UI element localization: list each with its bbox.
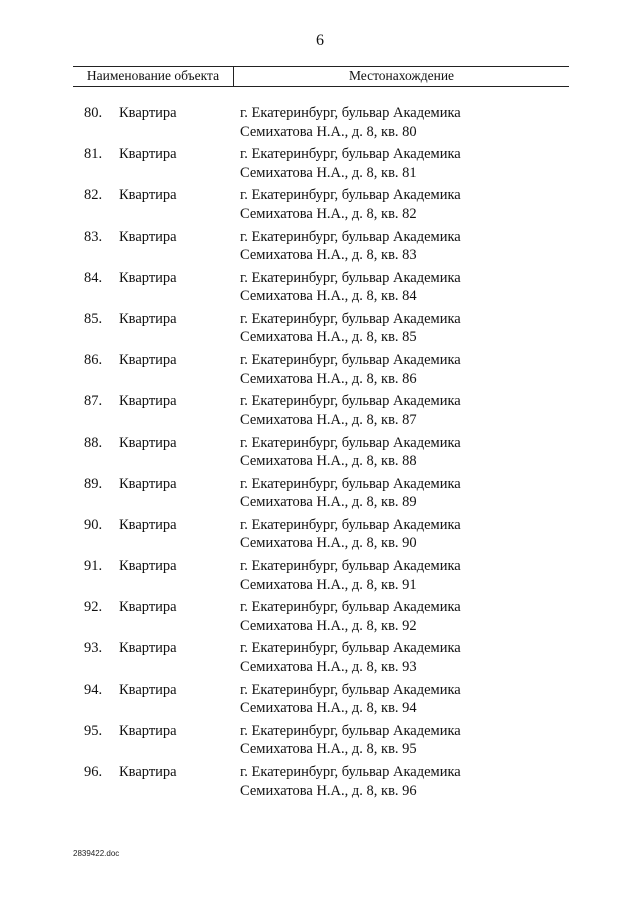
object-address xyxy=(240,351,570,388)
row-number: 92. xyxy=(84,599,103,616)
row-number: 82. xyxy=(84,187,103,204)
address-line-2: Семихатова Н.А., д. 8, кв. 90 xyxy=(240,535,417,552)
row-number: 84. xyxy=(84,269,103,286)
object-address xyxy=(240,269,570,306)
object-address xyxy=(240,434,570,471)
address-line-2: Семихатова Н.А., д. 8, кв. 93 xyxy=(240,658,417,675)
address-line-1: г. Екатеринбург, бульвар Академика xyxy=(240,393,461,410)
row-number: 88. xyxy=(84,434,103,451)
table-header xyxy=(73,66,569,87)
address-line-2: Семихатова Н.А., д. 8, кв. 84 xyxy=(240,288,417,305)
address-line-1: г. Екатеринбург, бульвар Академика xyxy=(240,269,461,286)
object-address xyxy=(240,104,570,141)
row-number: 91. xyxy=(84,558,103,575)
page-number: 6 xyxy=(316,32,324,49)
address-line-2: Семихатова Н.А., д. 8, кв. 96 xyxy=(240,782,417,799)
row-number: 86. xyxy=(84,352,103,369)
address-line-2: Семихатова Н.А., д. 8, кв. 91 xyxy=(240,576,417,593)
table-row xyxy=(0,434,640,475)
table-row xyxy=(0,228,640,269)
table-row xyxy=(0,475,640,516)
table-row xyxy=(0,392,640,433)
address-line-1: г. Екатеринбург, бульвар Академика xyxy=(240,722,461,739)
row-number: 95. xyxy=(84,722,103,739)
object-name: Квартира xyxy=(119,599,177,616)
object-name: Квартира xyxy=(119,722,177,739)
object-address xyxy=(240,516,570,553)
object-name: Квартира xyxy=(119,558,177,575)
object-name: Квартира xyxy=(119,516,177,533)
table-row xyxy=(0,186,640,227)
object-name: Квартира xyxy=(119,310,177,327)
object-address xyxy=(240,681,570,718)
address-line-1: г. Екатеринбург, бульвар Академика xyxy=(240,146,461,163)
address-line-2: Семихатова Н.А., д. 8, кв. 89 xyxy=(240,494,417,511)
object-address xyxy=(240,186,570,223)
document-filename: 2839422.doc xyxy=(73,849,120,858)
object-address xyxy=(240,722,570,759)
table-row xyxy=(0,557,640,598)
address-line-2: Семихатова Н.А., д. 8, кв. 85 xyxy=(240,329,417,346)
row-number: 80. xyxy=(84,105,103,121)
object-name: Квартира xyxy=(119,640,177,657)
address-line-1: г. Екатеринбург, бульвар Академика xyxy=(240,310,461,327)
row-number: 96. xyxy=(84,764,103,780)
address-line-2: Семихатова Н.А., д. 8, кв. 80 xyxy=(240,123,417,140)
table-body xyxy=(0,104,640,804)
address-line-2: Семихатова Н.А., д. 8, кв. 94 xyxy=(240,700,417,717)
table-row xyxy=(0,516,640,557)
object-name: Квартира xyxy=(119,434,177,451)
object-address xyxy=(240,598,570,635)
address-line-1: г. Екатеринбург, бульвар Академика xyxy=(240,475,461,492)
address-line-2: Семихатова Н.А., д. 8, кв. 92 xyxy=(240,617,417,634)
object-name: Квартира xyxy=(119,269,177,286)
address-line-1: г. Екатеринбург, бульвар Академика xyxy=(240,187,461,204)
object-address xyxy=(240,557,570,594)
object-name: Квартира xyxy=(119,105,177,121)
row-number: 90. xyxy=(84,516,103,533)
address-line-1: г. Екатеринбург, бульвар Академика xyxy=(240,681,461,698)
address-line-2: Семихатова Н.А., д. 8, кв. 82 xyxy=(240,205,417,222)
object-address xyxy=(240,639,570,676)
column-header-location: Местонахождение xyxy=(348,68,455,83)
table-row xyxy=(0,763,640,804)
row-number: 83. xyxy=(84,228,103,245)
address-line-1: г. Екатеринбург, бульвар Академика xyxy=(240,599,461,616)
column-header-object-name: Наименование объекта xyxy=(73,67,234,86)
table-row xyxy=(0,639,640,680)
object-address xyxy=(240,475,570,512)
table-row xyxy=(0,104,640,145)
row-number: 85. xyxy=(84,310,103,327)
address-line-1: г. Екатеринбург, бульвар Академика xyxy=(240,640,461,657)
address-line-1: г. Екатеринбург, бульвар Академика xyxy=(240,764,461,780)
object-address xyxy=(240,310,570,347)
object-name: Квартира xyxy=(119,764,177,780)
row-number: 94. xyxy=(84,681,103,698)
object-name: Квартира xyxy=(119,146,177,163)
table-row xyxy=(0,145,640,186)
object-address xyxy=(240,392,570,429)
object-address xyxy=(240,228,570,265)
row-number: 87. xyxy=(84,393,103,410)
address-line-2: Семихатова Н.А., д. 8, кв. 83 xyxy=(240,247,417,264)
address-line-1: г. Екатеринбург, бульвар Академика xyxy=(240,516,461,533)
address-line-1: г. Екатеринбург, бульвар Академика xyxy=(240,434,461,451)
address-line-1: г. Екатеринбург, бульвар Академика xyxy=(240,352,461,369)
table-row xyxy=(0,722,640,763)
object-name: Квартира xyxy=(119,681,177,698)
table-row xyxy=(0,598,640,639)
table-row xyxy=(0,351,640,392)
row-number: 93. xyxy=(84,640,103,657)
table-row xyxy=(0,269,640,310)
object-address xyxy=(240,763,570,800)
object-name: Квартира xyxy=(119,352,177,369)
address-line-2: Семихатова Н.А., д. 8, кв. 86 xyxy=(240,370,417,387)
address-line-2: Семихатова Н.А., д. 8, кв. 81 xyxy=(240,164,417,181)
table-row xyxy=(0,310,640,351)
address-line-1: г. Екатеринбург, бульвар Академика xyxy=(240,228,461,245)
object-address xyxy=(240,145,570,182)
table-row xyxy=(0,681,640,722)
row-number: 81. xyxy=(84,146,103,163)
address-line-2: Семихатова Н.А., д. 8, кв. 87 xyxy=(240,411,417,428)
address-line-2: Семихатова Н.А., д. 8, кв. 88 xyxy=(240,453,417,469)
object-name: Квартира xyxy=(119,393,177,410)
address-line-1: г. Екатеринбург, бульвар Академика xyxy=(240,558,461,575)
object-name: Квартира xyxy=(119,475,177,492)
address-line-2: Семихатова Н.А., д. 8, кв. 95 xyxy=(240,741,417,758)
address-line-1: г. Екатеринбург, бульвар Академика xyxy=(240,105,461,121)
object-name: Квартира xyxy=(119,187,177,204)
row-number: 89. xyxy=(84,475,103,492)
object-name: Квартира xyxy=(119,228,177,245)
